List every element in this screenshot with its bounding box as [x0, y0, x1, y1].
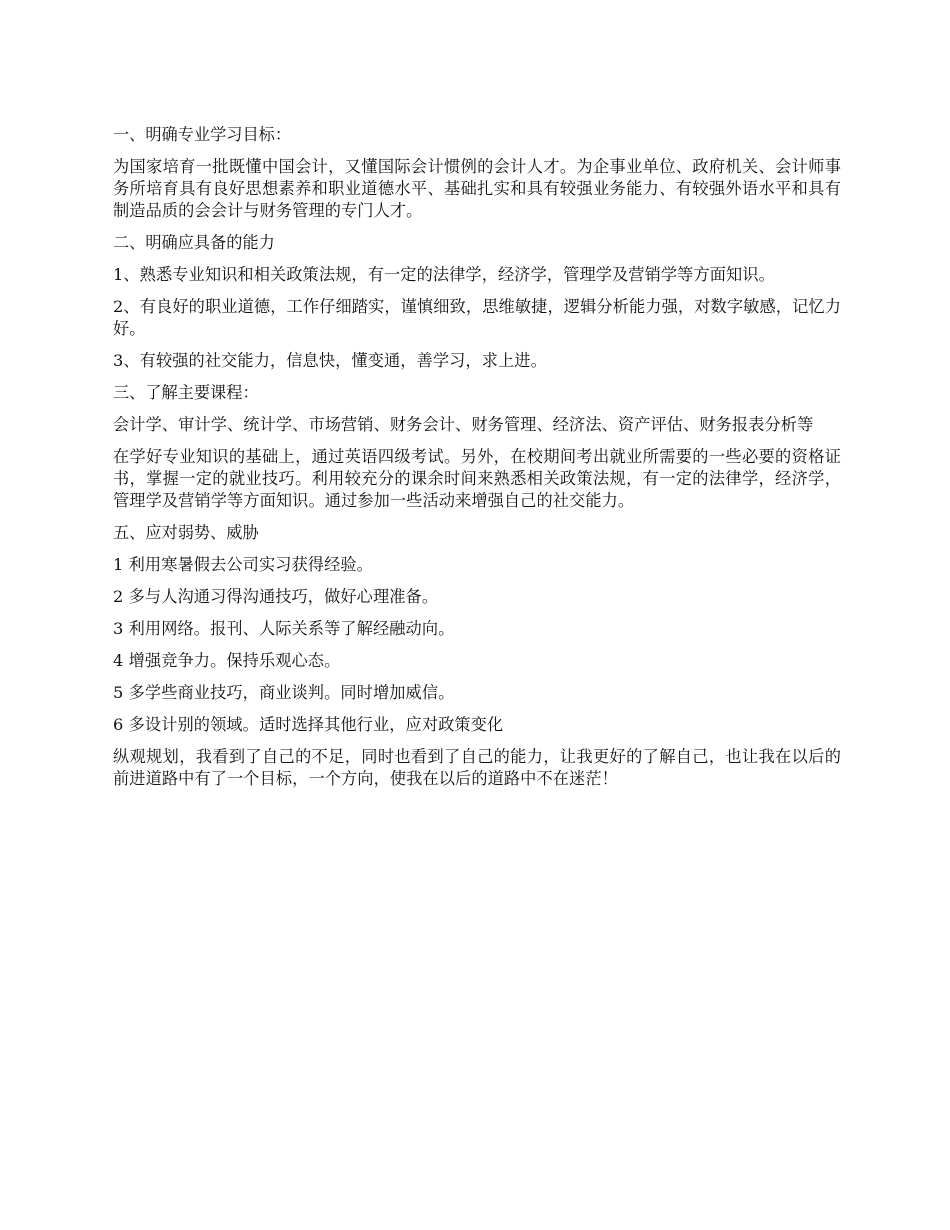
weakness-item-4: 4 增强竞争力。保持乐观心态。 — [113, 651, 341, 670]
document-body — [113, 124, 841, 800]
section-heading-courses: 三、了解主要课程： — [113, 383, 259, 402]
ability-item-1: 1、熟悉专业知识和相关政策法规，有一定的法律学，经济学，管理学及营销学等方面知识。 — [113, 265, 775, 284]
conclusion-paragraph: 纵观规划，我看到了自己的不足，同时也看到了自己的能力，让我更好的了解自己，也让我在以后的前进道路中有了一个目标，一个方向，使我在以后的道路中不在迷茫！ — [113, 747, 841, 788]
section-heading-abilities: 二、明确应具备的能力 — [113, 233, 275, 252]
section-heading-weaknesses: 五、应对弱势、威胁 — [113, 523, 259, 542]
weakness-item-3: 3 利用网络。报刊、人际关系等了解经融动向。 — [113, 619, 455, 638]
section-heading-goals: 一、明确专业学习目标： — [113, 125, 292, 144]
ability-item-2: 2、有良好的职业道德，工作仔细踏实，谨慎细致，思维敏捷，逻辑分析能力强，对数字敏感，记忆力好。 — [113, 297, 841, 338]
ability-item-3: 3、有较强的社交能力，信息快，懂变通，善学习，求上进。 — [113, 351, 547, 370]
weakness-item-2: 2 多与人沟通习得沟通技巧，做好心理准备。 — [113, 587, 439, 606]
weakness-item-6: 6 多设计别的领域。适时选择其他行业，应对政策变化 — [113, 715, 504, 734]
weakness-item-1: 1 利用寒暑假去公司实习获得经验。 — [113, 555, 373, 574]
weakness-item-5: 5 多学些商业技巧，商业谈判。同时增加威信。 — [113, 683, 455, 702]
goals-paragraph: 为国家培育一批既懂中国会计，又懂国际会计惯例的会计人才。为企事业单位、政府机关、会计师事务所培育具有良好思想素养和职业道德水平、基础扎实和具有较强业务能力、有较强外语水平和具有制造品质的会会计与财务管理的专门人才。 — [113, 157, 841, 220]
study-plan-paragraph: 在学好专业知识的基础上，通过英语四级考试。另外，在校期间考出就业所需要的一些必要的资格证书，掌握一定的就业技巧。利用较充分的课余时间来熟悉相关政策法规，有一定的法律学，经济学，管理学及营销学等方面知识。通过参加一些活动来增强自己的社交能力。 — [113, 447, 841, 510]
courses-paragraph: 会计学、审计学、统计学、市场营销、财务会计、财务管理、经济法、资产评估、财务报表分析等 — [113, 415, 814, 434]
